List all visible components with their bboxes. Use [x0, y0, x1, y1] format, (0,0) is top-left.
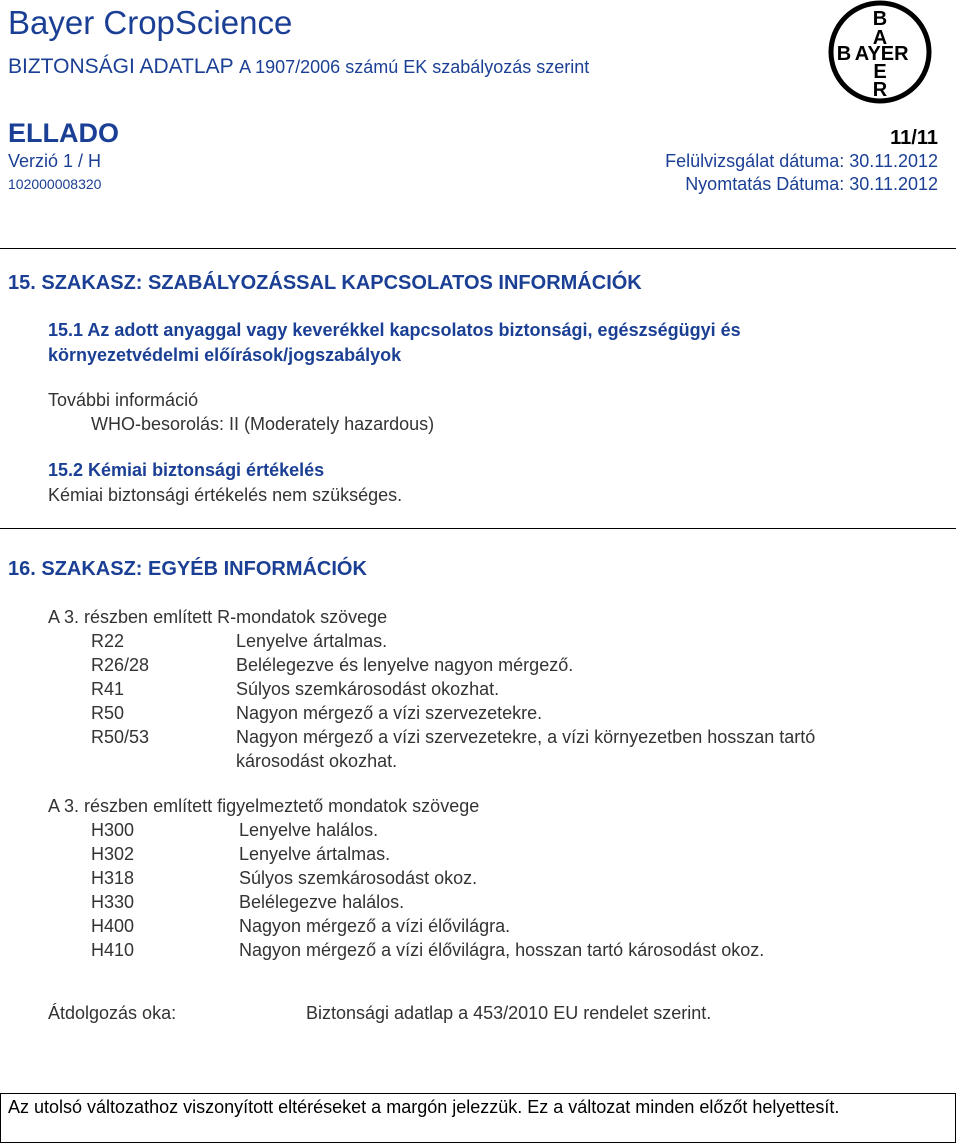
bayer-cross-logo [828, 0, 932, 104]
r-phrase-code: R41 [91, 679, 125, 699]
h-phrase-code: H400 [91, 916, 135, 936]
who-classification: WHO-besorolás: II (Moderately hazardous) [91, 414, 435, 434]
h-phrase-text: Lenyelve ártalmas. [239, 844, 391, 864]
h-phrase-text: Súlyos szemkárosodást okoz. [239, 868, 478, 888]
h-phrase-text: Nagyon mérgező a vízi élővilágra, hosszan tartó károsodást okoz. [239, 940, 765, 960]
section-15-2-heading: 15.2 Kémiai biztonsági értékelés [48, 460, 325, 480]
h-phrase-code: H302 [91, 844, 135, 864]
h-phrase-text: Lenyelve halálos. [239, 820, 379, 840]
logo-letter-e: E [873, 61, 887, 83]
h-phrase-text: Belélegezve halálos. [239, 892, 405, 912]
h-phrase-code: H330 [91, 892, 135, 912]
r-phrase-code: R50/53 [91, 727, 150, 747]
footer-note: Az utolsó változathoz viszonyított eltéréseket a margón jelezzük. Ez a változat minden előzőt helyettesít. [8, 1097, 840, 1117]
section-15-2-text: Kémiai biztonsági értékelés nem szükséges. [48, 485, 403, 505]
document-title [8, 55, 589, 79]
h-phrase-code: H318 [91, 868, 135, 888]
print-date: Nyomtatás Dátuma: 30.11.2012 [685, 174, 938, 194]
doc-title-text: BIZTONSÁGI ADATLAP [8, 55, 234, 78]
further-info-label: További információ [48, 390, 199, 410]
logo-letter-b-left: B [836, 43, 852, 65]
r-phrase-text: Súlyos szemkárosodást okozhat. [236, 679, 500, 699]
regulation-text: A 1907/2006 számú EK szabályozás szerint [239, 57, 590, 77]
r-phrase-code: R22 [91, 631, 125, 651]
r-phrase-text-continued: károsodást okozhat. [236, 751, 398, 771]
r-phrase-text: Nagyon mérgező a vízi szervezetekre. [236, 703, 543, 723]
r-phrase-text: Nagyon mérgező a vízi szervezetekre, a vízi környezetben hosszan tartó [236, 727, 816, 747]
logo-letter-b-top: B [872, 8, 888, 30]
r-phrase-code: R50 [91, 703, 125, 723]
page-number: 11/11 [890, 127, 938, 149]
logo-letters-yer: YER [867, 43, 909, 65]
section-15-1-heading-line2: környezetvédelmi előírások/jogszabályok [48, 345, 402, 365]
logo-letter-r: R [872, 79, 888, 101]
section-16-heading: 16. SZAKASZ: EGYÉB INFORMÁCIÓK [8, 558, 367, 580]
brand-name: Bayer CropScience [8, 4, 293, 41]
revision-reason-value: Biztonsági adatlap a 453/2010 EU rendelet szerint. [306, 1003, 712, 1023]
h-phrases-intro: A 3. részben említett figyelmeztető mondatok szövege [48, 796, 480, 816]
r-phrase-text: Belélegezve és lenyelve nagyon mérgező. [236, 655, 574, 675]
logo-letter-a-row: A [854, 43, 870, 65]
h-phrase-text: Nagyon mérgező a vízi élővilágra. [239, 916, 511, 936]
divider-middle [0, 528, 956, 529]
r-phrase-code: R26/28 [91, 655, 150, 675]
divider-top [0, 248, 956, 249]
revision-reason-label: Átdolgozás oka: [48, 1003, 177, 1023]
logo-letter-a: A [872, 27, 888, 49]
r-phrase-text: Lenyelve ártalmas. [236, 631, 388, 651]
version: Verzió 1 / H [8, 151, 102, 171]
r-phrases-intro: A 3. részben említett R-mondatok szövege [48, 607, 388, 627]
h-phrase-code: H300 [91, 820, 135, 840]
document-code: 102000008320 [8, 176, 102, 192]
product-name: ELLADO [8, 118, 119, 148]
revision-date: Felülvizsgálat dátuma: 30.11.2012 [665, 151, 938, 171]
h-phrase-code: H410 [91, 940, 135, 960]
section-15-heading: 15. SZAKASZ: SZABÁLYOZÁSSAL KAPCSOLATOS INFORMÁCIÓK [8, 272, 642, 294]
section-15-1-heading-line1: 15.1 Az adott anyaggal vagy keverékkel kapcsolatos biztonsági, egészségügyi és [48, 320, 741, 340]
